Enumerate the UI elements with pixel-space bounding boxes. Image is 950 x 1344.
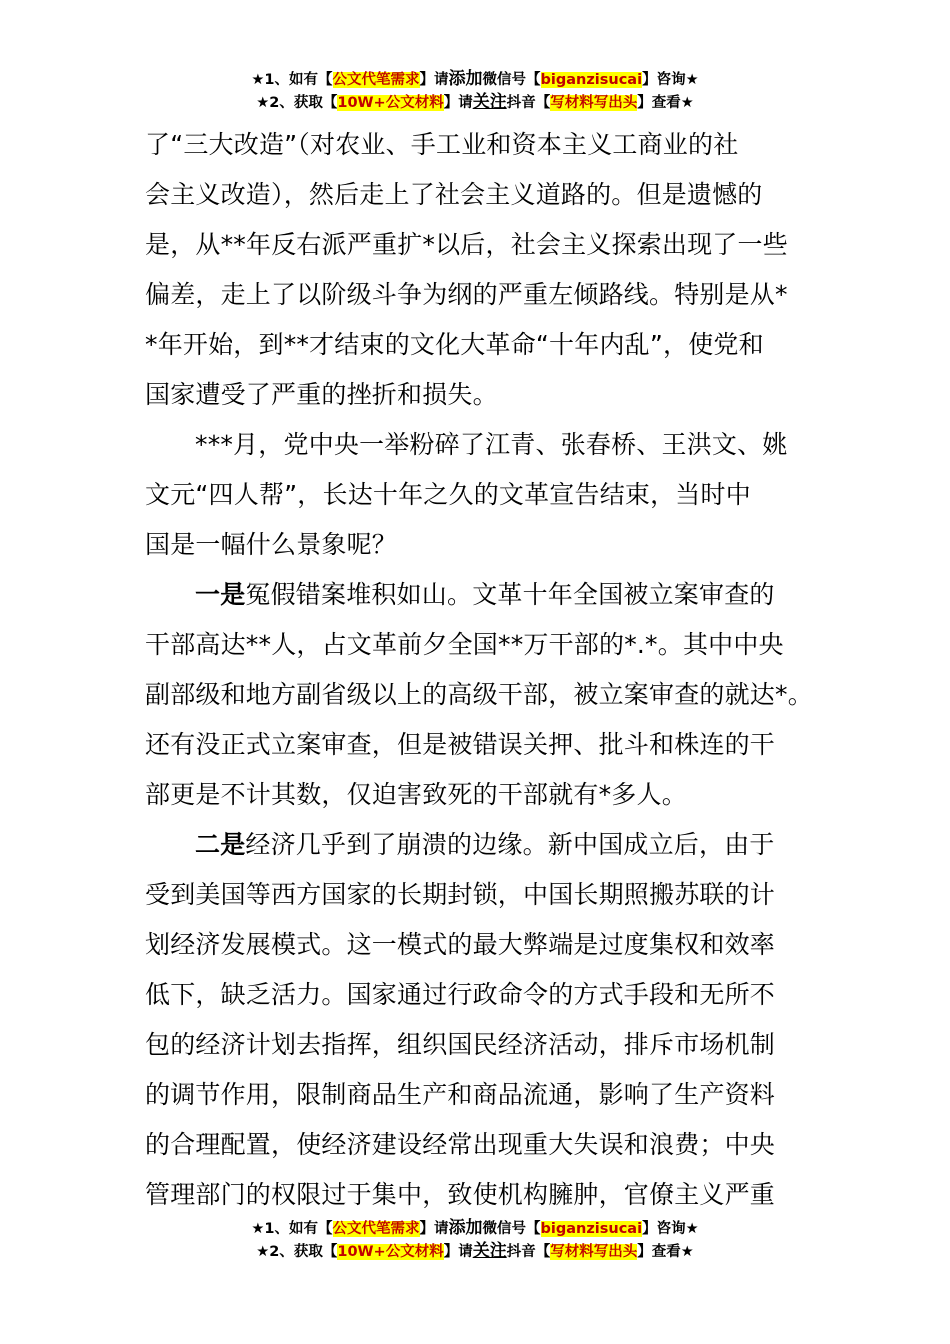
text-line: 管理部门的权限过于集中，致使机构臃肿，官僚主义严重 bbox=[145, 1180, 776, 1209]
paragraph-2 bbox=[145, 420, 815, 570]
star-icon: ★ bbox=[251, 1221, 265, 1237]
document-body bbox=[145, 120, 815, 1220]
text-line: 会主义改造），然后走上了社会主义道路的。但是遗憾的 bbox=[145, 180, 763, 209]
banner-line-2: ★2、获取【10W+公文材料】请关注抖音【写材料写出头】查看★ bbox=[256, 92, 694, 112]
star-icon: ★ bbox=[256, 1244, 270, 1260]
ghostwriting-highlight: 公文代笔需求 bbox=[332, 1221, 420, 1237]
douyin-account-highlight: 写材料写出头 bbox=[550, 1244, 638, 1260]
text-line: 包的经济计划去指挥，组织国民经济活动，排斥市场机制 bbox=[145, 1030, 776, 1059]
banner-line-1: ★1、如有【公文代笔需求】请添加微信号【biganzisucai】咨询★ bbox=[251, 1218, 699, 1238]
text-line: *年开始，到**才结束的文化大革命“十年内乱”，使党和 bbox=[145, 330, 764, 359]
ghostwriting-highlight: 公文代笔需求 bbox=[332, 72, 420, 88]
text-line: 文元“四人帮”，长达十年之久的文革宣告结束，当时中 bbox=[145, 480, 751, 509]
paragraph-lead: 二是 bbox=[195, 830, 246, 859]
paragraph-lead: 一是 bbox=[195, 580, 246, 609]
star-icon: ★ bbox=[680, 1244, 694, 1260]
text-line: 副部级和地方副省级以上的高级干部，被立案审查的就达*。 bbox=[145, 680, 813, 709]
text-line: 低下，缺乏活力。国家通过行政命令的方式手段和无所不 bbox=[145, 980, 776, 1009]
text-line: 部更是不计其数，仅迫害致死的干部就有*多人。 bbox=[145, 780, 687, 809]
star-icon: ★ bbox=[680, 95, 694, 111]
materials-highlight: 10W+公文材料 bbox=[337, 1244, 444, 1260]
paragraph-4 bbox=[145, 820, 815, 1220]
paragraph-1 bbox=[145, 120, 815, 420]
text-line: 的调节作用，限制商品生产和商品流通，影响了生产资料 bbox=[145, 1080, 776, 1109]
text-line: 国是一幅什么景象呢？ bbox=[145, 530, 398, 559]
douyin-account-highlight: 写材料写出头 bbox=[550, 95, 638, 111]
text-line: ***月，党中央一举粉碎了江青、张春桥、王洪文、姚 bbox=[195, 430, 788, 459]
text-line: 二是经济几乎到了崩溃的边缘。新中国成立后，由于 bbox=[195, 830, 775, 859]
text-line: 是，从**年反右派严重扩*以后，社会主义探索出现了一些 bbox=[145, 230, 788, 259]
text-line: 偏差，走上了以阶级斗争为纲的严重左倾路线。特别是从* bbox=[145, 280, 788, 309]
banner-line-2: ★2、获取【10W+公文材料】请关注抖音【写材料写出头】查看★ bbox=[256, 1241, 694, 1261]
wechat-id-highlight: biganzisucai bbox=[540, 1221, 643, 1237]
header-banner bbox=[0, 68, 950, 114]
text-line: 的合理配置，使经济建设经常出现重大失误和浪费；中央 bbox=[145, 1130, 776, 1159]
text-line: 国家遭受了严重的挫折和损失。 bbox=[145, 380, 498, 409]
footer-banner bbox=[0, 1217, 950, 1263]
text-line: 干部高达**人，占文革前夕全国**万干部的*.*。其中中央 bbox=[145, 630, 784, 659]
wechat-id-highlight: biganzisucai bbox=[540, 72, 643, 88]
text-line: 了“三大改造”（对农业、手工业和资本主义工商业的社 bbox=[145, 130, 739, 159]
star-icon: ★ bbox=[685, 1221, 699, 1237]
banner-line-1: ★1、如有【公文代笔需求】请添加微信号【biganzisucai】咨询★ bbox=[251, 69, 699, 89]
star-icon: ★ bbox=[685, 72, 699, 88]
materials-highlight: 10W+公文材料 bbox=[337, 95, 444, 111]
text-line: 还有没正式立案审查，但是被错误关押、批斗和株连的干 bbox=[145, 730, 776, 759]
text-line: 受到美国等西方国家的长期封锁，中国长期照搬苏联的计 bbox=[145, 880, 776, 909]
paragraph-3 bbox=[145, 570, 815, 820]
star-icon: ★ bbox=[251, 72, 265, 88]
text-line: 一是冤假错案堆积如山。文革十年全国被立案审查的 bbox=[195, 580, 775, 609]
text-line: 划经济发展模式。这一模式的最大弊端是过度集权和效率 bbox=[145, 930, 776, 959]
star-icon: ★ bbox=[256, 95, 270, 111]
